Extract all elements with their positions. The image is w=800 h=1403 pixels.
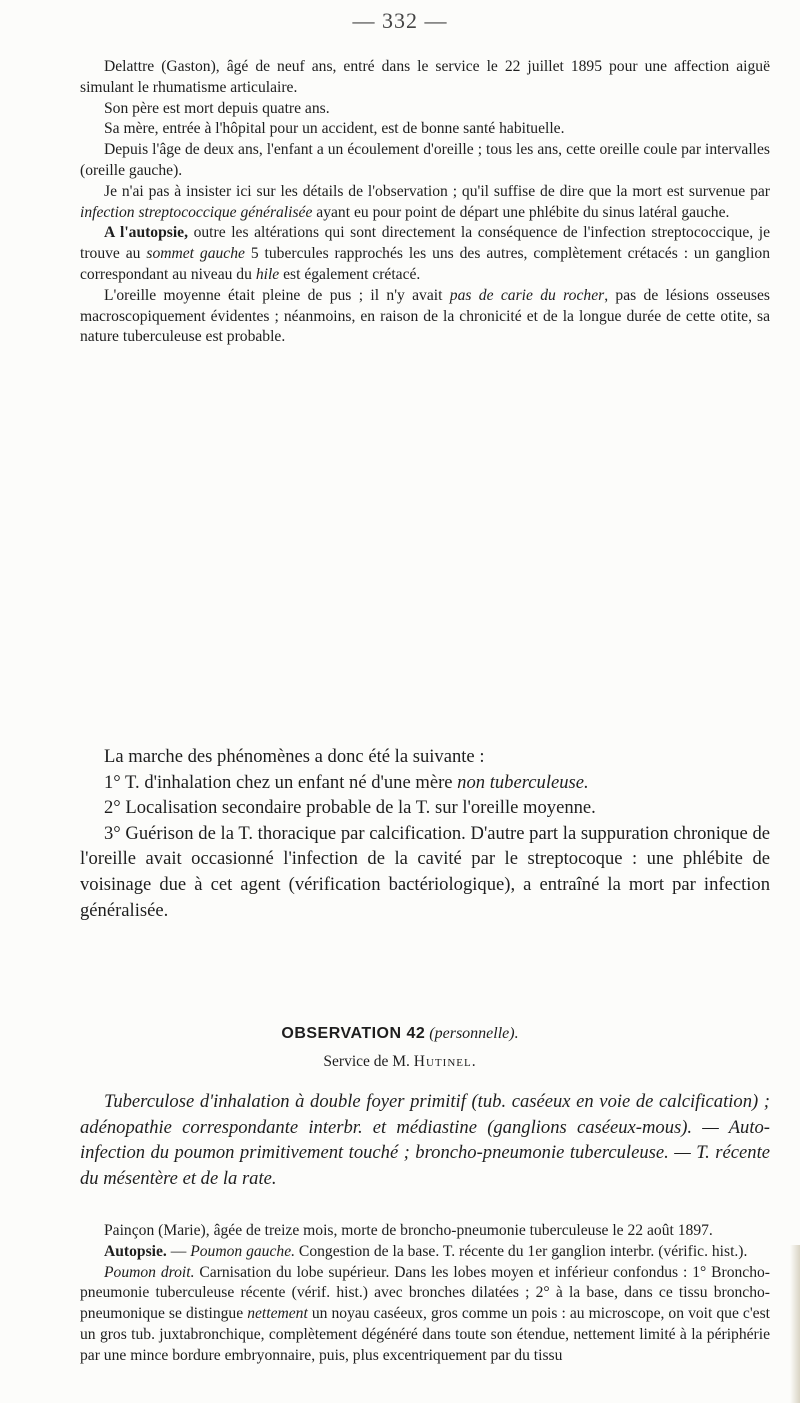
patient-name: Delattre (Gaston), [104, 58, 227, 75]
paragraph: Painçon (Marie), âgée de treize mois, morte de broncho-pneumonie tuberculeuse le 22 août 1897. [104, 1222, 713, 1239]
paragraph: Sa mère, entrée à l'hôpital pour un accident, est de bonne santé habituelle. [104, 120, 565, 138]
autopsy-label: A l'autopsie, [104, 224, 188, 242]
paragraph: Delattre (Gaston), âgé de neuf ans, entré dans le service le 22 juillet 1895 pour une affection aiguë simulant le rhumatisme articulaire. [80, 58, 770, 96]
page-edge-shadow [790, 1245, 800, 1403]
summary-item: 3° Guérison de la T. thoracique par calcification. D'autre part la suppuration chronique de l'oreille avait occasionné l'infection de la cavité par le streptocoque : une phlébite de voisinage due à cet agent (vérification bactériologique), a entraîné la mort par infection généralisée. [80, 822, 770, 921]
paragraph: Depuis l'âge de deux ans, l'enfant a un écoulement d'oreille ; tous les ans, cette oreille coule par intervalles (oreille gauche). [80, 141, 770, 179]
case-report-paincon [80, 1221, 770, 1367]
summary-item: 1° T. d'inhalation chez un enfant né d'une mère non tuberculeuse. [104, 771, 589, 793]
page-number: — 332 — [352, 8, 448, 33]
paragraph: Poumon droit. Carnisation du lobe supérieur. Dans les lobes moyen et inférieur confondus : 1° Broncho-pneumonie tuberculeuse récente (vérif. hist.) avec bronches dilatées ; 2° à la base, dans ce tissu broncho-pneumonique se distingue nettement un noyau caséeux, gros comme un pois : au microscope, on voit que c'est un gros tub. juxtabronchique, complètement dégénéré dans toute son étendue, nettement limité à la périphérie par une mince bordure embryonnaire, puis, plus excentriquement par du tissu [80, 1263, 770, 1364]
patient-name: Painçon (Marie), [104, 1222, 214, 1239]
paragraph: Son père est mort depuis quatre ans. [104, 99, 330, 117]
summary-intro: La marche des phénomènes a donc été la suivante : [104, 746, 485, 767]
summary-section [80, 744, 770, 923]
paragraph: Je n'ai pas à insister ici sur les détails de l'observation ; qu'il suffise de dire que la mort est survenue par infection streptococcique généralisée ayant eu pour point de départ une phlébite du sinus latéral gauche. [80, 182, 770, 221]
paragraph: Autopsie. — Poumon gauche. Congestion de la base. T. récente du 1er ganglion interbr. (vérific. hist.). [104, 1242, 748, 1260]
autopsy-label: Autopsie. [104, 1242, 167, 1260]
paragraph: L'oreille moyenne était pleine de pus ; il n'y avait pas de carie du rocher, pas de lésions osseuses macroscopiquement évidentes ; néanmoins, en raison de la chronicité et de la longue durée de cette otite, sa nature tuberculeuse est probable. [80, 286, 770, 346]
observation-heading: Tuberculose d'inhalation à double foyer primitif (tub. caséeux en voie de calcification) ; adénopathie correspondante interbr. et médiastine (ganglions caséeux-mous). — Auto-infection du poumon primitivement touché ; broncho-pneumonie tuberculeuse. — T. récente du mésentère et de la rate. [80, 1091, 770, 1189]
observation-title: OBSERVATION 42 (personnelle). [281, 1025, 519, 1042]
summary-item: 2° Localisation secondaire probable de la T. sur l'oreille moyenne. [104, 797, 596, 819]
paragraph: A l'autopsie, outre les altérations qui sont directement la conséquence de l'infection streptococcique, je trouve au sommet gauche 5 tubercules rapprochés les uns des autres, complètement crétacés : un ganglion correspondant au niveau du hile est également crétacé. [80, 224, 770, 283]
case-report-delattre [80, 57, 770, 348]
service-line: Service de M. Hutinel. [323, 1053, 477, 1070]
